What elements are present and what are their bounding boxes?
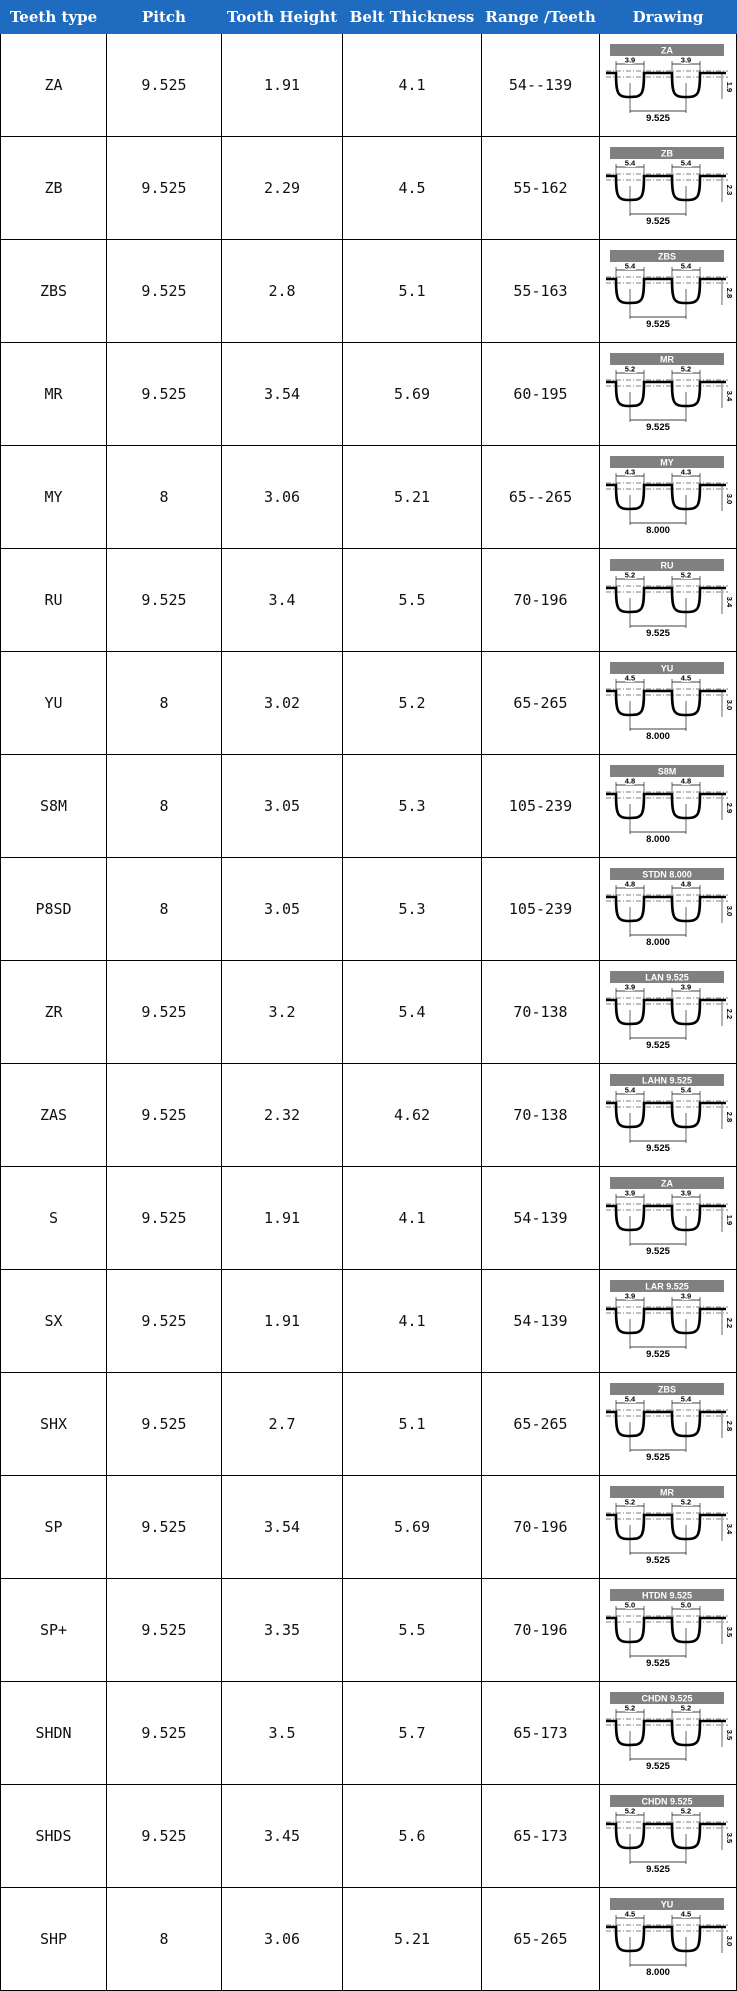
belt-profile [606, 1927, 726, 1951]
drawing-cell [600, 1373, 737, 1476]
drawing-cell [600, 858, 737, 961]
header-belt-thickness: Belt Thickness [343, 1, 482, 34]
pitch-cell: 9.525 [107, 343, 222, 446]
belt-thickness-cell: 5.69 [343, 343, 482, 446]
tooth-depth-label: 2.2 [725, 1008, 734, 1020]
pitch-cell: 8 [107, 446, 222, 549]
table-row [1, 1888, 737, 1991]
range-cell: 70-138 [482, 1064, 600, 1167]
pitch-label: 8.000 [646, 731, 670, 742]
belt-profile [606, 1309, 726, 1333]
table-row [1, 1167, 737, 1270]
tooth-depth-label: 1.9 [725, 81, 734, 93]
type-cell: S8M [1, 755, 107, 858]
belt-thickness-cell: 5.5 [343, 549, 482, 652]
header-teeth-type: Teeth type [1, 1, 107, 34]
drawing-label: MR [660, 354, 674, 365]
tooth-depth-label: 2.3 [725, 184, 734, 196]
range-cell: 105-239 [482, 755, 600, 858]
tooth-width-label: 4.5 [624, 673, 636, 683]
belt-profile-drawing [604, 661, 732, 745]
tooth-depth-label: 2.8 [725, 1111, 734, 1123]
table-row [1, 34, 737, 137]
range-cell: 54--139 [482, 34, 600, 137]
tooth-width-label: 5.4 [624, 1394, 636, 1404]
type-cell: SHP [1, 1888, 107, 1991]
pitch-cell: 9.525 [107, 1167, 222, 1270]
drawing-cell [600, 1270, 737, 1373]
range-cell: 70-138 [482, 961, 600, 1064]
belt-profile-drawing [604, 455, 732, 539]
range-cell: 65--265 [482, 446, 600, 549]
belt-thickness-cell: 4.1 [343, 1270, 482, 1373]
tooth-width-label: 5.2 [624, 1806, 636, 1816]
header-row [1, 1, 737, 34]
range-cell: 65-265 [482, 1888, 600, 1991]
pitch-cell: 9.525 [107, 137, 222, 240]
tooth-height-cell: 3.45 [222, 1785, 343, 1888]
type-cell: ZR [1, 961, 107, 1064]
table-row [1, 858, 737, 961]
drawing-label: CHDN 9.525 [641, 1693, 693, 1704]
range-cell: 60-195 [482, 343, 600, 446]
belt-thickness-cell: 5.7 [343, 1682, 482, 1785]
belt-profile [606, 1000, 726, 1024]
drawing-cell [600, 446, 737, 549]
type-cell: S [1, 1167, 107, 1270]
belt-thickness-cell: 5.69 [343, 1476, 482, 1579]
tooth-width-label: 5.0 [624, 1600, 636, 1610]
range-cell: 65-265 [482, 652, 600, 755]
drawing-label: YU [660, 1899, 674, 1910]
pitch-label: 9.525 [646, 422, 670, 433]
pitch-cell: 8 [107, 755, 222, 858]
tooth-width-label: 4.3 [624, 467, 636, 477]
tooth-width-label: 5.2 [624, 1703, 636, 1713]
tooth-width-label: 5.2 [680, 1703, 692, 1713]
drawing-cell [600, 755, 737, 858]
tooth-width-label: 5.4 [680, 261, 692, 271]
tooth-height-cell: 3.06 [222, 446, 343, 549]
tooth-width-label: 5.4 [680, 158, 692, 168]
belt-profile [606, 1515, 726, 1539]
tooth-width-label: 4.5 [680, 1909, 692, 1919]
tooth-width-label: 3.9 [680, 1188, 692, 1198]
belt-profile-drawing [604, 146, 732, 230]
belt-profile-drawing [604, 764, 732, 848]
belt-profile-drawing [604, 1691, 732, 1775]
tooth-height-cell: 1.91 [222, 1270, 343, 1373]
belt-profile [606, 382, 726, 406]
drawing-cell [600, 34, 737, 137]
tooth-height-cell: 3.06 [222, 1888, 343, 1991]
tooth-width-label: 4.5 [624, 1909, 636, 1919]
drawing-label: STDN 8.000 [642, 869, 692, 880]
belt-profile-drawing [604, 1279, 732, 1363]
tooth-height-cell: 2.32 [222, 1064, 343, 1167]
tooth-height-cell: 3.2 [222, 961, 343, 1064]
drawing-cell [600, 1579, 737, 1682]
belt-thickness-cell: 5.21 [343, 1888, 482, 1991]
drawing-cell [600, 137, 737, 240]
type-cell: P8SD [1, 858, 107, 961]
tooth-width-label: 5.2 [680, 1806, 692, 1816]
belt-thickness-cell: 5.5 [343, 1579, 482, 1682]
range-cell: 65-173 [482, 1785, 600, 1888]
tooth-width-label: 5.2 [624, 570, 636, 580]
type-cell: SP [1, 1476, 107, 1579]
tooth-depth-label: 1.9 [725, 1214, 734, 1226]
belt-profile-drawing [604, 1073, 732, 1157]
pitch-label: 9.525 [646, 216, 670, 227]
tooth-height-cell: 1.91 [222, 1167, 343, 1270]
drawing-label: RU [660, 560, 674, 571]
belt-profile-drawing [604, 249, 732, 333]
table-row [1, 137, 737, 240]
tooth-depth-label: 3.5 [725, 1729, 734, 1741]
tooth-width-label: 4.8 [624, 776, 636, 786]
tooth-width-label: 5.2 [680, 364, 692, 374]
pitch-cell: 9.525 [107, 1064, 222, 1167]
range-cell: 54-139 [482, 1167, 600, 1270]
table-row [1, 1682, 737, 1785]
tooth-height-cell: 3.05 [222, 755, 343, 858]
tooth-height-cell: 3.4 [222, 549, 343, 652]
pitch-label: 9.525 [646, 1761, 670, 1772]
belt-thickness-cell: 5.3 [343, 858, 482, 961]
tooth-depth-label: 3.4 [725, 1523, 734, 1535]
table-row [1, 1579, 737, 1682]
type-cell: ZAS [1, 1064, 107, 1167]
pitch-label: 8.000 [646, 834, 670, 845]
pitch-cell: 8 [107, 858, 222, 961]
drawing-label: LAHN 9.525 [641, 1075, 693, 1086]
drawing-cell [600, 549, 737, 652]
tooth-width-label: 5.0 [680, 1600, 692, 1610]
drawing-label: ZB [661, 148, 673, 159]
tooth-depth-label: 3.0 [725, 493, 734, 505]
pitch-label: 8.000 [646, 1967, 670, 1978]
tooth-width-label: 3.9 [680, 1291, 692, 1301]
type-cell: MY [1, 446, 107, 549]
table-row [1, 1476, 737, 1579]
tooth-depth-label: 3.4 [725, 596, 734, 608]
table-row [1, 343, 737, 446]
tooth-width-label: 5.2 [624, 364, 636, 374]
drawing-label: ZA [661, 45, 673, 56]
table-row [1, 961, 737, 1064]
pitch-label: 8.000 [646, 937, 670, 948]
table-row [1, 1785, 737, 1888]
tooth-width-label: 3.9 [624, 55, 636, 65]
belt-profile [606, 691, 726, 715]
drawing-cell [600, 240, 737, 343]
tooth-height-cell: 3.35 [222, 1579, 343, 1682]
table-row [1, 652, 737, 755]
drawing-cell [600, 1476, 737, 1579]
header-range-teeth: Range /Teeth [482, 1, 600, 34]
pitch-cell: 9.525 [107, 1373, 222, 1476]
belt-profile [606, 794, 726, 818]
tooth-width-label: 3.9 [624, 1291, 636, 1301]
pitch-cell: 9.525 [107, 1682, 222, 1785]
belt-thickness-cell: 4.1 [343, 1167, 482, 1270]
range-cell: 65-265 [482, 1373, 600, 1476]
tooth-width-label: 3.9 [624, 982, 636, 992]
tooth-depth-label: 2.2 [725, 1317, 734, 1329]
drawing-label: MR [660, 1487, 674, 1498]
tooth-height-cell: 3.5 [222, 1682, 343, 1785]
tooth-depth-label: 2.9 [725, 802, 734, 814]
type-cell: SP+ [1, 1579, 107, 1682]
type-cell: YU [1, 652, 107, 755]
type-cell: SHDN [1, 1682, 107, 1785]
pitch-cell: 9.525 [107, 1476, 222, 1579]
tooth-depth-label: 3.5 [725, 1832, 734, 1844]
type-cell: SX [1, 1270, 107, 1373]
header-tooth-height: Tooth Height [222, 1, 343, 34]
belt-thickness-cell: 5.3 [343, 755, 482, 858]
type-cell: SHDS [1, 1785, 107, 1888]
tooth-width-label: 3.9 [624, 1188, 636, 1198]
pitch-cell: 8 [107, 1888, 222, 1991]
belt-profile-drawing [604, 1382, 732, 1466]
belt-thickness-cell: 5.1 [343, 1373, 482, 1476]
table-row [1, 1064, 737, 1167]
belt-thickness-cell: 5.1 [343, 240, 482, 343]
belt-profile-drawing [604, 970, 732, 1054]
belt-profile-drawing [604, 1176, 732, 1260]
belt-profile [606, 1412, 726, 1436]
tooth-height-cell: 1.91 [222, 34, 343, 137]
pitch-label: 9.525 [646, 1246, 670, 1257]
pitch-cell: 9.525 [107, 549, 222, 652]
tooth-depth-label: 2.8 [725, 1420, 734, 1432]
tooth-width-label: 5.2 [680, 1497, 692, 1507]
belt-profile [606, 73, 726, 97]
tooth-width-label: 5.2 [624, 1497, 636, 1507]
type-cell: ZBS [1, 240, 107, 343]
table-row [1, 240, 737, 343]
tooth-height-cell: 3.05 [222, 858, 343, 961]
tooth-height-cell: 2.8 [222, 240, 343, 343]
tooth-width-label: 5.4 [624, 158, 636, 168]
header-pitch: Pitch [107, 1, 222, 34]
belt-profile-drawing [604, 867, 732, 951]
tooth-depth-label: 3.0 [725, 1935, 734, 1947]
tooth-width-label: 4.3 [680, 467, 692, 477]
belt-profile [606, 176, 726, 200]
drawing-cell [600, 1682, 737, 1785]
tooth-width-label: 4.8 [680, 776, 692, 786]
pitch-label: 9.525 [646, 1349, 670, 1360]
tooth-width-label: 4.8 [624, 879, 636, 889]
belt-thickness-cell: 4.5 [343, 137, 482, 240]
table-row [1, 549, 737, 652]
belt-profile [606, 1721, 726, 1745]
drawing-cell [600, 1064, 737, 1167]
type-cell: ZB [1, 137, 107, 240]
tooth-width-label: 3.9 [680, 982, 692, 992]
type-cell: SHX [1, 1373, 107, 1476]
tooth-height-cell: 2.29 [222, 137, 343, 240]
type-cell: ZA [1, 34, 107, 137]
tooth-width-label: 3.9 [680, 55, 692, 65]
belt-profile-drawing [604, 558, 732, 642]
belt-thickness-cell: 5.4 [343, 961, 482, 1064]
belt-profile [606, 1824, 726, 1848]
belt-profile-drawing [604, 352, 732, 436]
range-cell: 65-173 [482, 1682, 600, 1785]
pitch-cell: 9.525 [107, 1785, 222, 1888]
belt-thickness-cell: 5.2 [343, 652, 482, 755]
pitch-label: 9.525 [646, 628, 670, 639]
pitch-cell: 9.525 [107, 34, 222, 137]
belt-profile-drawing [604, 1588, 732, 1672]
pitch-cell: 9.525 [107, 961, 222, 1064]
range-cell: 54-139 [482, 1270, 600, 1373]
table-row [1, 1270, 737, 1373]
pitch-cell: 9.525 [107, 240, 222, 343]
range-cell: 70-196 [482, 1579, 600, 1682]
pitch-label: 9.525 [646, 1040, 670, 1051]
tooth-depth-label: 3.0 [725, 699, 734, 711]
table-row [1, 1373, 737, 1476]
pitch-label: 9.525 [646, 113, 670, 124]
drawing-cell [600, 1888, 737, 1991]
tooth-depth-label: 3.0 [725, 905, 734, 917]
tooth-depth-label: 3.5 [725, 1626, 734, 1638]
table-row [1, 446, 737, 549]
belt-thickness-cell: 5.6 [343, 1785, 482, 1888]
belt-thickness-cell: 5.21 [343, 446, 482, 549]
range-cell: 55-162 [482, 137, 600, 240]
pitch-cell: 9.525 [107, 1270, 222, 1373]
drawing-cell [600, 652, 737, 755]
drawing-cell [600, 961, 737, 1064]
tooth-height-cell: 3.54 [222, 343, 343, 446]
pitch-label: 9.525 [646, 1658, 670, 1669]
tooth-depth-label: 3.4 [725, 390, 734, 402]
belt-profile-drawing [604, 43, 732, 127]
tooth-width-label: 4.8 [680, 879, 692, 889]
table-row [1, 755, 737, 858]
drawing-cell [600, 1167, 737, 1270]
tooth-width-label: 5.4 [680, 1394, 692, 1404]
tooth-width-label: 5.4 [680, 1085, 692, 1095]
drawing-label: ZA [661, 1178, 673, 1189]
belt-profile-drawing [604, 1897, 732, 1981]
drawing-label: CHDN 9.525 [641, 1796, 693, 1807]
drawing-label: S8M [657, 766, 677, 777]
belt-profile [606, 1618, 726, 1642]
belt-profile [606, 1206, 726, 1230]
range-cell: 55-163 [482, 240, 600, 343]
drawing-label: YU [660, 663, 674, 674]
belt-thickness-cell: 4.62 [343, 1064, 482, 1167]
belt-profile-drawing [604, 1485, 732, 1569]
tooth-width-label: 5.4 [624, 261, 636, 271]
header-drawing: Drawing [600, 1, 737, 34]
drawing-label: ZBS [658, 1384, 676, 1395]
belt-profile [606, 897, 726, 921]
belt-profile [606, 485, 726, 509]
range-cell: 70-196 [482, 549, 600, 652]
belt-profile [606, 588, 726, 612]
tooth-width-label: 5.2 [680, 570, 692, 580]
drawing-label: MY [660, 457, 674, 468]
tooth-height-cell: 3.54 [222, 1476, 343, 1579]
tooth-width-label: 4.5 [680, 673, 692, 683]
drawing-cell [600, 343, 737, 446]
pitch-label: 9.525 [646, 1143, 670, 1154]
pitch-label: 9.525 [646, 1452, 670, 1463]
tooth-depth-label: 2.8 [725, 287, 734, 299]
tooth-height-cell: 3.02 [222, 652, 343, 755]
belt-profile [606, 279, 726, 303]
belt-thickness-cell: 4.1 [343, 34, 482, 137]
pitch-cell: 8 [107, 652, 222, 755]
drawing-label: ZBS [658, 251, 676, 262]
range-cell: 105-239 [482, 858, 600, 961]
pitch-cell: 9.525 [107, 1579, 222, 1682]
type-cell: RU [1, 549, 107, 652]
belt-profile-drawing [604, 1794, 732, 1878]
belt-profile [606, 1103, 726, 1127]
drawing-cell [600, 1785, 737, 1888]
drawing-label: HTDN 9.525 [641, 1590, 693, 1601]
range-cell: 70-196 [482, 1476, 600, 1579]
tooth-width-label: 5.4 [624, 1085, 636, 1095]
pitch-label: 9.525 [646, 1555, 670, 1566]
tooth-height-cell: 2.7 [222, 1373, 343, 1476]
pitch-label: 9.525 [646, 319, 670, 330]
drawing-label: LAN 9.525 [645, 972, 689, 983]
type-cell: MR [1, 343, 107, 446]
pitch-label: 8.000 [646, 525, 670, 536]
drawing-label: LAR 9.525 [645, 1281, 689, 1292]
pitch-label: 9.525 [646, 1864, 670, 1875]
